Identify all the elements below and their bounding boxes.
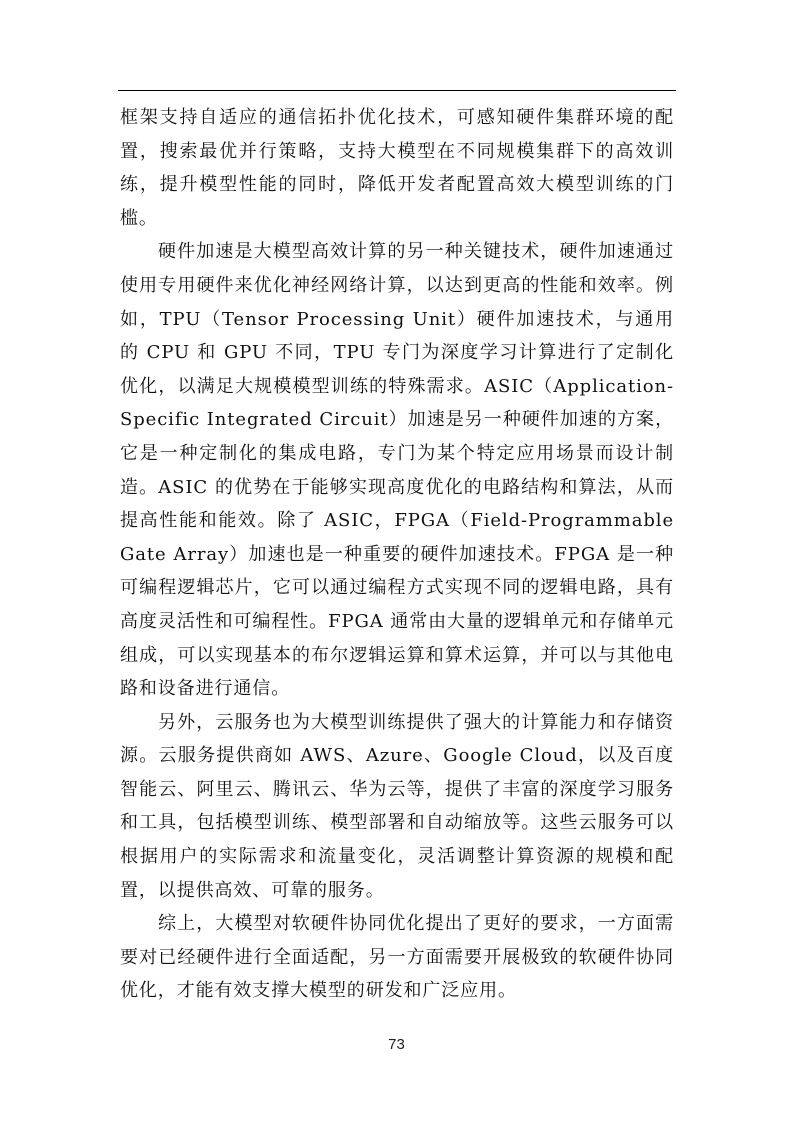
page-number: 73 (388, 1036, 405, 1053)
paragraph-4: 综上，大模型对软硬件协同优化提出了更好的要求，一方面需要对已经硬件进行全面适配，另一方面需要开展极致的软硬件协同优化，才能有效支撑大模型的研发和广泛应用。 (120, 913, 674, 1002)
paragraph-3: 另外，云服务也为大模型训练提供了强大的计算能力和存储资源。云服务提供商如 AWS、Azure、Google Cloud，以及百度智能云、阿里云、腾讯云、华为云等，提供了丰富的深度学习服务和工具，包括模型训练、模型部署和自动缩放等。这些云服务可以根据用户的实际需求和流量变化，灵活调整计算资源的规模和配置，以提供高效、可靠的服务。 (120, 711, 674, 901)
header-rule (118, 90, 676, 91)
paragraph-1: 框架支持自适应的通信拓扑优化技术，可感知硬件集群环境的配置，搜索最优并行策略，支持大模型在不同规模集群下的高效训练，提升模型性能的同时，降低开发者配置高效大模型训练的门槛。 (120, 107, 674, 229)
page-body (120, 101, 674, 1008)
paragraph-2: 硬件加速是大模型高效计算的另一种关键技术，硬件加速通过使用专用硬件来优化神经网络计算，以达到更高的性能和效率。例如，TPU（Tensor Processing Unit）硬件加速技术，与通用的 CPU 和 GPU 不同，TPU 专门为深度学习计算进行了定制化优化，以满足大规模模型训练的特殊需求。ASIC（Application-Specific Integrated Circuit）加速是另一种硬件加速的方案，它是一种定制化的集成电路，专门为某个特定应用场景而设计制造。ASIC 的优势在于能够实现高度优化的电路结构和算法，从而提高性能和能效。除了 ASIC，FPGA（Field-Programmable Gate Array）加速也是一种重要的硬件加速技术。FPGA 是一种可编程逻辑芯片，它可以通过编程方式实现不同的逻辑电路，具有高度灵活性和可编程性。FPGA 通常由大量的逻辑单元和存储单元组成，可以实现基本的布尔逻辑运算和算术运算，并可以与其他电路和设备进行通信。 (120, 241, 674, 700)
